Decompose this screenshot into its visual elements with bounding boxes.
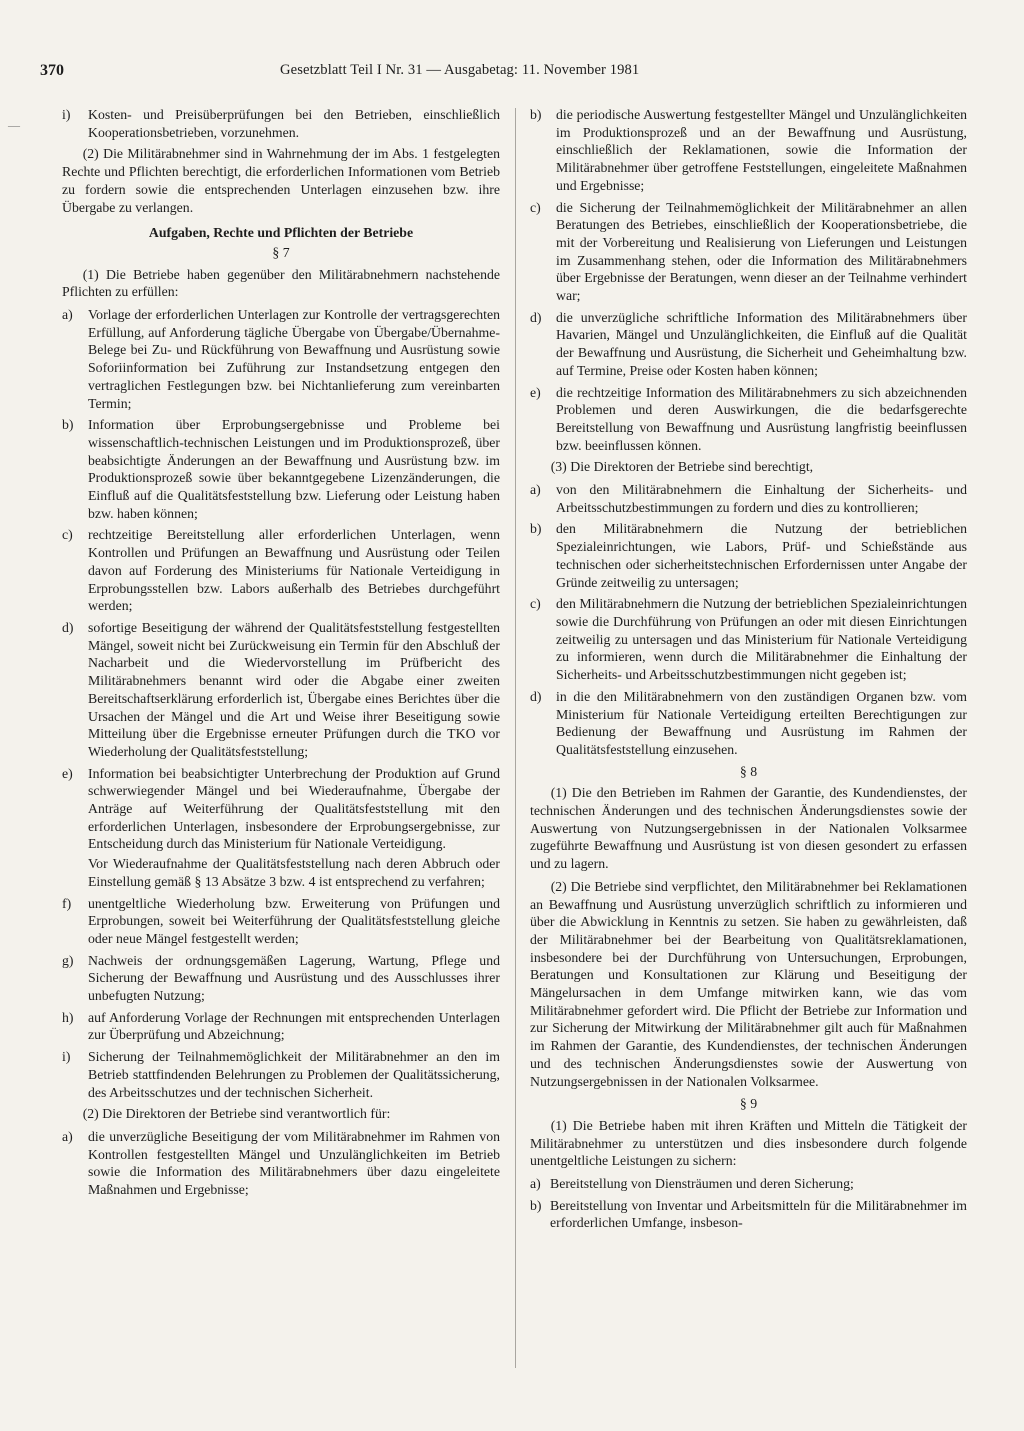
item-text: in die den Militärabnehmern von den zuständigen Organen bzw. vom Ministerium für Nationale Verteidigung erteilten Berechtigungen zur Bedienung der Bewaffnung und Ausrüstung im Rahmen der Qualitätsfeststellung einzusehen. xyxy=(556,688,967,757)
item-text: rechtzeitige Bereitstellung aller erforderlichen Unterlagen, wenn Kontrollen und Prüfungen an Bewaffnung und Ausrüstung oder Teilen davon auf Forderung des Ministeriums für Nationale Verteidigung in Erprobungsstellen bzw. Labors außerhalb des Betriebes durchgeführt werden; xyxy=(88,527,500,614)
item-text: Nachweis der ordnungsgemäßen Lagerung, Wartung, Pflege und Sicherung der Bewaffnung und Ausrüstung und des Ausschlusses ihrer unbefugten Nutzung; xyxy=(88,952,500,1004)
list-item xyxy=(530,1197,967,1232)
item-label: d) xyxy=(62,619,74,635)
list-item xyxy=(62,1048,500,1101)
item-text: den Militärabnehmern die Nutzung der betrieblichen Spezialeinrichtungen sowie die Durchführung von Prüfungen an oder mit diesen Einrichtungen zeitweilig zu untersagen und das Ministerium für Nationale Verteidigung zu informieren, wenn durch die Militärabnehmer die Einhaltung der Sicherheits- und Arbeitsschutzbestimmungen nicht gegeben ist; xyxy=(556,596,967,683)
responsibility-list xyxy=(62,1128,500,1199)
item-text: die unverzügliche Beseitigung der vom Militärabnehmer im Rahmen von Kontrollen festgestellten Mängel und Unzulänglichkeiten im Betrieb sowie die Information des Militärabnehmers über dazu eingeleitete Maßnahmen und Ergebnisse; xyxy=(88,1128,500,1198)
list-item xyxy=(62,306,500,412)
item-label: b) xyxy=(62,417,74,433)
item-label: a) xyxy=(530,1176,541,1192)
paragraph: (2) Die Direktoren der Betriebe sind verantwortlich für: xyxy=(82,1106,391,1122)
item-text: die periodische Auswertung festgestellter Mängel und Unzulänglichkeiten im Produktionsprozeß und an der Bewaffnung und Ausrüstung, einschließlich der Reklamationen, sowie die Information der Militärabnehmer über getroffene Feststellungen, eingeleitete Maßnahmen und Ergebnisse; xyxy=(556,107,967,193)
list-item xyxy=(62,526,500,615)
section-heading: Aufgaben, Rechte und Pflichten der Betriebe xyxy=(148,225,414,241)
item-text: unentgeltliche Wiederholung bzw. Erweiterung von Prüfungen und Erprobungen, soweit bei Weiterführung der Qualitätsfeststellung gleiche oder neue Mängel festgestellt werden; xyxy=(88,895,500,946)
paragraph: (2) Die Betriebe sind verpflichtet, den Militärabnehmer bei Reklamationen an Bewaffnung und Ausrüstung unverzüglich schriftlich zu informieren und über die Abwicklung in Kenntnis zu setzen. Sie haben zu gewährleisten, daß der Militärabnehmer bei der Bearbeitung von Qualitätsreklamationen, insbesondere bei der Durchführung von Untersuchungen, Erprobungen, Beratungen und Konsultationen zur Klärung und Beseitigung der Mängelursachen in dem Umfange mitwirken kann, wie das vom Militärabnehmer gefordert wird. Die Pflicht der Betriebe zur Information und zur Sicherung der Mitwirkung der Militärabnehmer gilt auch für Maßnahmen im Rahmen der Garantie, des Kundendienstes, der technischen Änderungen und des technischen Änderungsdienstes sowie der Auswertung von Nutzungsergebnissen in der Nationalen Volksarmee. xyxy=(530,878,967,1089)
paragraph: (1) Die Betriebe haben gegenüber den Militärabnehmern nachstehende Pflichten zu erfüllen: xyxy=(62,266,500,300)
section-number: § 9 xyxy=(739,1096,758,1112)
item-label: i) xyxy=(62,1049,71,1065)
section-number: § 7 xyxy=(272,244,290,260)
item-label: d) xyxy=(530,309,542,325)
item-text: die unverzügliche schriftliche Information des Militärabnehmers über Havarien, Mängel und Unzulänglichkeiten, die Einfluß auf die Qualität der Bewaffnung und Ausrüstung, die Sicherheit und Geheimhaltung bzw. auf Termine, Preise oder Kosten haben können; xyxy=(556,309,967,378)
item-label: b) xyxy=(530,521,542,537)
item-label: e) xyxy=(530,384,541,400)
item-label: f) xyxy=(62,895,72,911)
paragraph: (2) Die Militärabnehmer sind in Wahrnehmung der im Abs. 1 festgelegten Rechte und Pflichten berechtigt, die erforderlichen Informationen vom Betrieb zu fordern sowie die entsprechenden Unterlagen einzusehen bzw. ihre Übergabe zu verlangen. xyxy=(62,146,500,215)
item-text: die Sicherung der Teilnahmemöglichkeit der Militärabnehmer an allen Beratungen des Betriebes, einschließlich der Kooperationsbetriebe, die mit der Vorbereitung und Realisierung von Lieferungen und Leistungen im Zusammenhang stehen, oder die Information des Militärabnehmers über Ergebnisse der Beratungen, wenn dieser an der Teilnahme verhindert war; xyxy=(556,199,967,304)
item-text: Vorlage der erforderlichen Unterlagen zur Kontrolle der vertragsgerechten Erfüllung, auf Anforderung tägliche Übergabe von Übergabe/Übernahme-Belege bei Zu- und Rückführung von Bewaffnung und Ausrüstung sowie Soforiinformation bei Zuführung zur Instandsetzung entgegen den vertraglichen Festlegungen bzw. bei Nichtanlieferung zum vereinbarten Termin; xyxy=(88,307,500,411)
list-item xyxy=(62,1009,500,1044)
item-label: b) xyxy=(530,1197,542,1213)
duty-list xyxy=(62,306,500,1101)
running-title: Gesetzblatt Teil I Nr. 31 — Ausgabetag: 11. November 1981 xyxy=(280,62,640,78)
item-label: d) xyxy=(530,688,542,704)
list-item xyxy=(62,765,500,891)
page-header xyxy=(40,62,976,88)
list-item xyxy=(530,481,967,516)
item-label: g) xyxy=(62,952,74,968)
item-note: Vor Wiederaufnahme der Qualitätsfeststellung nach deren Abbruch oder Einstellung gemäß § 13 Absätze 3 bzw. 4 ist entsprechend zu verfahren; xyxy=(88,856,500,889)
page-number: 370 xyxy=(40,62,64,79)
paragraph: (1) Die den Betrieben im Rahmen der Garantie, des Kundendienstes, der technischen Änderungen und des technischen Änderungsdienstes sowie der Auswertung von Nutzungsergebnissen in der Nationalen Volksarmee zugeführte Bewaffnung und Ausrüstung ist von diesen gesondert zu erfassen und zu lagern. xyxy=(530,785,967,872)
item-label: c) xyxy=(62,527,73,543)
item-text: die rechtzeitige Information des Militärabnehmers zu sich abzeichnenden Problemen und deren Auswirkungen, die die bedarfsgerechte Bereitstellung von Bewaffnung und Ausrüstung langfristig beeinflussen bzw. beeinflussen können. xyxy=(556,384,967,453)
service-list xyxy=(530,1175,967,1232)
item-text: den Militärabnehmern die Nutzung der betrieblichen Spezialeinrichtungen, wie Labors, Prüf- und Schießstände aus technischen oder sicherheitstechnischen Erfordernissen unter Angabe der Gründe zeitweilig zu untersagen; xyxy=(556,521,967,590)
item-label: a) xyxy=(530,482,541,498)
list-item xyxy=(530,520,967,591)
list-item xyxy=(530,309,967,380)
item-label: a) xyxy=(62,1128,73,1144)
item-text: Information über Erprobungsergebnisse und Probleme bei wissenschaftlich-technischen Leistungen und im Produktionsprozeß, über beabsichtigte Änderungen an der Bewaffnung und Ausrüstung bzw. im Produktionsprozeß sowie über bekanntgegebene Lizenzänderungen, die Einfluß auf die Qualitätsfeststellung bzw. Lieferung oder Leistung haben bzw. haben können; xyxy=(88,417,500,521)
list-item xyxy=(530,199,967,305)
left-column xyxy=(62,106,500,1203)
item-text: von den Militärabnehmern die Einhaltung der Sicherheits- und Arbeitsschutzbestimmungen zu fordern und dies zu kontrollieren; xyxy=(556,482,967,515)
item-text: auf Anforderung Vorlage der Rechnungen mit entsprechenden Unterlagen zur Überprüfung und Abzeichnung; xyxy=(88,1009,500,1043)
item-text: Information bei beabsichtigter Unterbrechung der Produktion auf Grund schwerwiegender Mängel und bei Wiederaufnahme, Übergabe der Anträge auf Weiterführung der Qualitätsfeststellung mit den erforderlichen Unterlagen, insbesondere der Erprobungsergebnisse, zur Entscheidung durch das Ministerium für Nationale Verteidigung. xyxy=(88,765,500,852)
item-label: e) xyxy=(62,765,73,781)
list-item xyxy=(62,416,500,522)
right-column xyxy=(530,106,967,1236)
responsibility-list-continued xyxy=(530,106,967,454)
paragraph: (1) Die Betriebe haben mit ihren Kräften und Mitteln die Tätigkeit der Militärabnehmer zu unterstützen und dies insbesondere durch folgende unentgeltliche Leistungen zu sichern: xyxy=(530,1117,967,1169)
column-divider xyxy=(515,108,516,1368)
list-item xyxy=(62,895,500,948)
item-label: h) xyxy=(62,1009,74,1025)
list-item xyxy=(62,952,500,1005)
list-item xyxy=(530,106,967,195)
item-label: b) xyxy=(530,107,542,122)
item-label: a) xyxy=(62,307,73,323)
item-label: c) xyxy=(530,199,541,215)
list-item xyxy=(530,1175,967,1193)
margin-mark: — xyxy=(8,118,20,132)
item-text: sofortige Beseitigung der während der Qualitätsfeststellung festgestellten Mängel, soweit nicht bei Zurückweisung ein Termin für den Abschluß der Nacharbeit und die Wiedervorstellung im Prüfbericht des Militärabnehmers benannt wird oder die Abgabe einer zweiten Bereitschaftserklärung erforderlich ist, Übergabe eines Berichtes über die Ursachen der Mängel und die Art und Weise ihrer Beseitigung sowie Mitteilung über die Ergebnisse erneuter Prüfungen durch die TKO vor Wiederholung der Qualitätsfeststellung; xyxy=(88,619,500,759)
paragraph: (3) Die Direktoren der Betriebe sind berechtigt, xyxy=(550,459,814,475)
rights-list xyxy=(530,481,967,759)
section-number: § 8 xyxy=(739,763,758,779)
list-item xyxy=(530,384,967,455)
item-text: Kosten- und Preisüberprüfungen bei den Betrieben, einschließlich Kooperationsbetrieben, vorzunehmen. xyxy=(88,107,500,140)
list-item xyxy=(62,106,500,141)
list-item xyxy=(530,688,967,759)
item-text: Bereitstellung von Inventar und Arbeitsmitteln für die Militärabnehmer im erforderlichen Umfange, insbeson- xyxy=(550,1197,967,1231)
item-label: c) xyxy=(530,596,541,612)
item-label: i) xyxy=(62,107,71,122)
list-item xyxy=(62,619,500,761)
list-item xyxy=(530,595,967,684)
list-item xyxy=(62,1128,500,1199)
item-text: Sicherung der Teilnahmemöglichkeit der Militärabnehmer an den im Betrieb stattfindenden Belehrungen zu Problemen der Qualitätssicherung, des Arbeitsschutzes und der technischen Sicherheit. xyxy=(88,1049,500,1100)
item-text: Bereitstellung von Diensträumen und deren Sicherung; xyxy=(550,1176,854,1192)
